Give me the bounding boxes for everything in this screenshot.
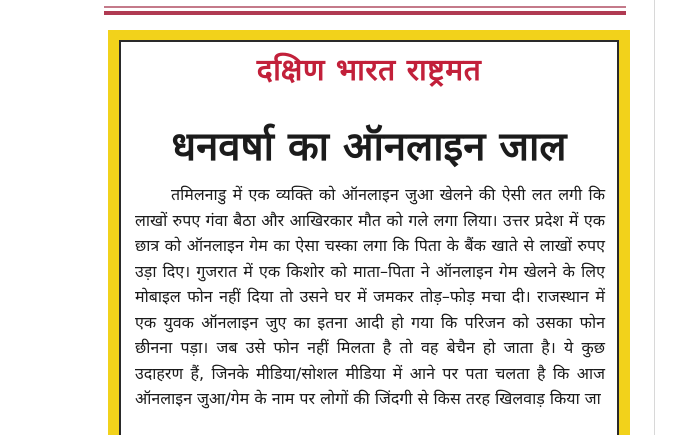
article-box	[119, 40, 619, 435]
article-headline: धनवर्षा का ऑनलाइन जाल	[171, 124, 567, 170]
top-divider-thin	[104, 6, 626, 8]
article-paragraph: तमिलनाडु में एक व्यक्ति को ऑनलाइन जुआ खेलने की ऐसी लत लगी कि लाखों रुपए गंवा बैठा और आखिरकार मौत को गले लगा लिया। उत्तर प्रदेश में एक छात्र को ऑनलाइन गेम का ऐसा चस्का लगा कि पिता के बैंक खाते से लाखों रुपए उड़ा दिए। गुजरात में एक किशोर को माता–पिता ने ऑनलाइन गेम खेलने के लिए मोबाइल फोन नहीं दिया तो उसने घर में जमकर तोड़–फोड़ मचा दी। राजस्थान में एक युवक ऑनलाइन जुए का इतना आदी हो गया कि परिजन को उसका फोन छीनना पड़ा। जब उसे फोन नहीं मिलता है तो वह बेचैन हो जाता है। ये कुछ उदाहरण हैं, जिनके मीडिया/सोशल मीडिया में आने पर पता चलता है कि आज ऑनलाइन जुआ/गेम के नाम पर लोगों की जिंदगी से किस तरह खिलवाड़ किया जा	[135, 185, 605, 408]
top-divider-thick	[104, 11, 626, 15]
page-edge-line	[654, 0, 655, 435]
article-body	[135, 182, 605, 412]
publication-masthead: दक्षिण भारत राष्ट्रमत	[256, 53, 482, 88]
